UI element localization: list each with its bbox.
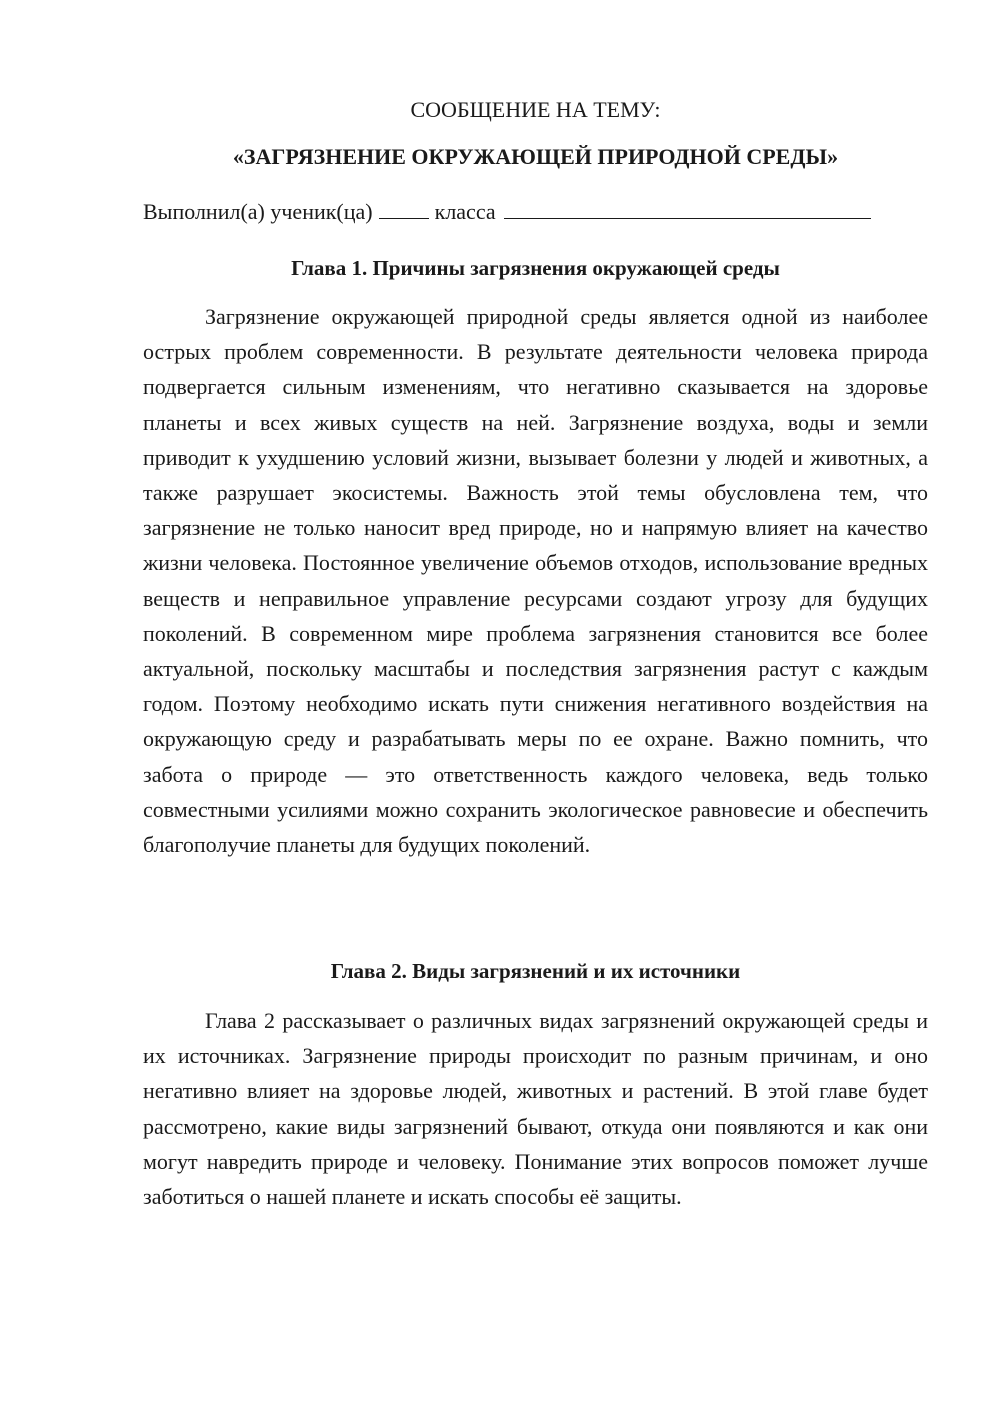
chapter-1-paragraph: Загрязнение окружающей природной среды является одной из наиболее острых проблем современности. В результате деятельности человека природа подвергается сильным изменениям, что негативно сказывается на здоровье планеты и всех живых существ на ней. Загрязнение воздуха, воды и земли приводит к ухудшению условий жизни, вызывает болезни у людей и животных, а также разрушает экосистемы. Важность этой темы обусловлена тем, что загрязнение не только наносит вред природе, но и напрямую влияет на качество жизни человека. Постоянное увеличение объемов отходов, использование вредных веществ и неправильное управление ресурсами создают угрозу для будущих поколений. В современном мире проблема загрязнения становится все более актуальной, поскольку масштабы и последствия загрязнения растут с каждым годом. Поэтому необходимо искать пути снижения негативного воздействия на окружающую среду и разрабатывать меры по ее охране. Важно помнить, что забота о природе — это ответственность каждого человека, ведь только совместными усилиями можно сохранить экологическое равновесие и обеспечить благополучие планеты для будущих поколений.: [143, 304, 928, 858]
byline-class-label: класса: [434, 199, 496, 224]
byline-student-label: Выполнил(а) ученик(ца): [143, 199, 373, 224]
chapter-2-heading: Глава 2. Виды загрязнений и их источники: [330, 959, 741, 983]
document-title-line-2: «ЗАГРЯЗНЕНИЕ ОКРУЖАЮЩЕЙ ПРИРОДНОЙ СРЕДЫ»: [232, 144, 839, 169]
document-title-line-1: СООБЩЕНИЕ НА ТЕМУ:: [410, 97, 661, 122]
class-number-blank: [379, 198, 429, 219]
student-name-blank: [504, 198, 871, 219]
chapter-2-paragraph: Глава 2 рассказывает о различных видах загрязнений окружающей среды и их источниках. Загрязнение природы происходит по разным причинам, и оно негативно влияет на здоровье людей, животных и растений. В этой главе будет рассмотрено, какие виды загрязнений бывают, откуда они появляются и как они могут навредить природе и человеку. Понимание этих вопросов поможет лучше заботиться о нашей планете и искать способы её защиты.: [143, 1008, 928, 1210]
chapter-1-heading: Глава 1. Причины загрязнения окружающей среды: [291, 256, 780, 280]
byline: [143, 197, 928, 227]
